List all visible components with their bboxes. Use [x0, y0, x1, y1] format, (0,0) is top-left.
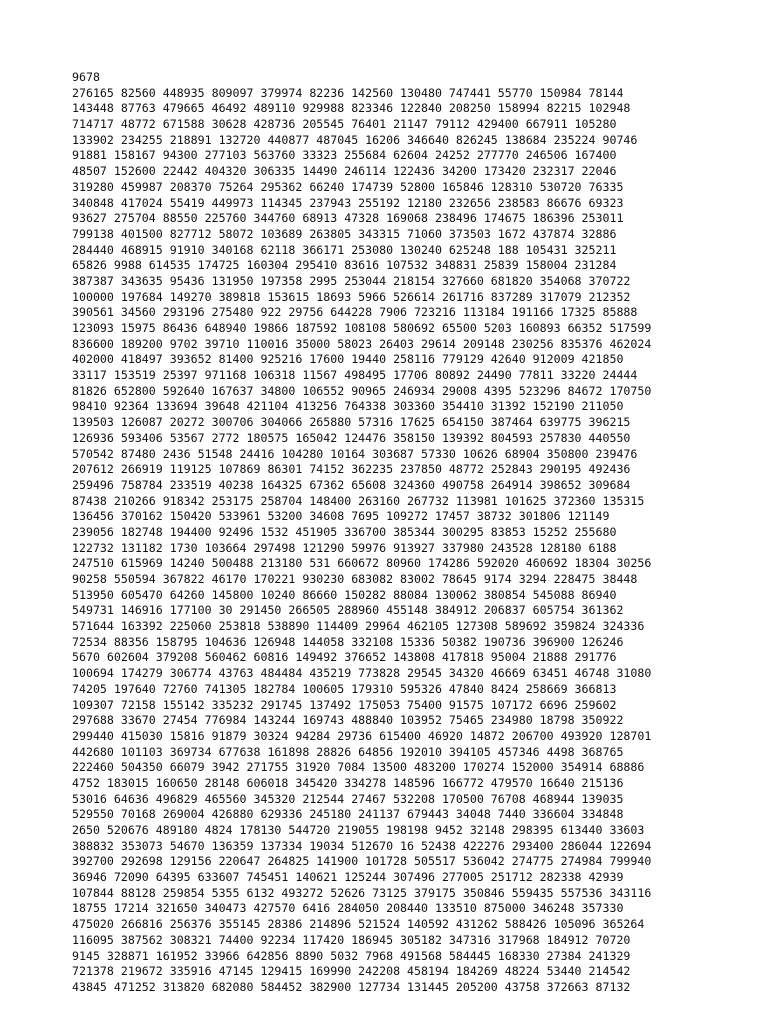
document-line: 276165 82560 448935 809097 379974 82236 142560 130480 747441 55770 150984 78144: [72, 85, 624, 100]
document-line: 100694 174279 306774 43763 484484 435219 773828 29545 34320 46669 63451 46748 31080: [72, 666, 652, 681]
document-line: 799138 401500 827712 58072 103689 263805 343315 71060 373503 1672 437874 32886: [72, 226, 617, 241]
document-line: 109307 72158 155142 335232 291745 137492 175053 75400 91575 107172 6696 259602: [72, 697, 617, 712]
document-line: 81826 652800 592640 167637 34800 106552 90965 246934 29008 4395 523296 84672 170750: [72, 383, 652, 398]
document-line: 529550 70168 269004 426880 629336 245180 241137 679443 34048 7440 336604 334848: [72, 807, 624, 822]
document-line: 442680 101103 369734 677638 161898 28826 64856 192010 394105 457346 4498 368765: [72, 744, 624, 759]
document-line: 48507 152600 22442 404320 306335 14490 246114 122436 34200 173420 232317 22046: [72, 164, 617, 179]
document-line: 721378 219672 335916 47145 129415 169990 242208 458194 184269 48224 53440 214542: [72, 964, 631, 979]
document-line: 100000 197684 149270 389818 153615 18693 5966 526614 261716 837289 317079 212352: [72, 289, 631, 304]
document-line: [72, 996, 762, 1012]
document-line: 714717 48772 671588 30628 428736 205545 76401 21147 79112 429400 667911 105280: [72, 117, 617, 132]
document-line: 836600 189200 9702 39710 110016 35000 58023 26403 29614 209148 230256 835376 462024: [72, 336, 652, 351]
document-line: 116095 387562 308321 74400 92234 117420 186945 305182 347316 317968 184912 70720: [72, 932, 631, 947]
document-line: 392700 292698 129156 220647 264825 141900 101728 505517 536042 274775 274984 799940: [72, 854, 652, 869]
document-line: 126936 593406 53567 2772 180575 165042 124476 358150 139392 804593 257830 440550: [72, 430, 631, 445]
document-line: 297688 33670 27454 776984 143244 169743 488840 103952 75465 234980 18798 350922: [72, 713, 624, 728]
document-line: 107844 88128 259854 5355 6132 493272 52626 73125 379175 350846 559435 557536 343116: [72, 885, 652, 900]
document-line: 93627 275704 88550 225760 344760 68913 47328 169068 238496 174675 186396 253011: [72, 211, 624, 226]
document-line: 87438 210266 918342 253175 258704 148400 263160 267732 113981 101625 372360 135315: [72, 493, 645, 508]
document-line: 402000 418497 393652 81400 925216 17600 19440 258116 779129 42640 912009 421850: [72, 352, 624, 367]
document-line: 207612 266919 119125 107869 86301 74152 362235 237850 48772 252843 290195 492436: [72, 462, 631, 477]
document-line: 74205 197640 72760 741305 182784 100605 179310 595326 47840 8424 258669 366813: [72, 681, 617, 696]
document-line: 475020 266816 256376 355145 28386 214896 521524 140592 431262 588426 105096 365264: [72, 917, 645, 932]
document-line: 571644 163392 225060 253818 538890 114409 29964 462105 127308 589692 359824 324336: [72, 619, 645, 634]
document-line: 319280 459987 208370 75264 295362 66240 174739 52800 165846 128310 530720 76335: [72, 179, 624, 194]
document-line: 91881 158167 94300 277103 563760 33323 255684 62604 24252 277770 246506 167400: [72, 148, 617, 163]
number-document: [72, 70, 762, 1011]
document-line: 388832 353073 54670 136359 137334 19034 512670 16 52438 422276 293400 286044 122694: [72, 838, 652, 853]
document-line: 4752 183015 160650 28148 606018 345420 334278 148596 166772 479570 16640 215136: [72, 775, 624, 790]
document-line-header: 9678: [72, 70, 100, 84]
document-line: 513950 605470 64260 145800 10240 86660 150282 88084 130062 380854 545088 86940: [72, 587, 617, 602]
document-line: 387387 343635 95436 131950 197358 2995 253044 218154 327660 681820 354068 370722: [72, 273, 631, 288]
document-line: 5670 602604 379208 560462 60816 149492 376652 143808 417818 95004 21888 291776: [72, 650, 617, 665]
document-line: 570542 87480 2436 51548 24416 104280 10164 303687 57330 10626 68904 350800 239476: [72, 446, 638, 461]
document-line: 136456 370162 150420 533961 53200 34608 7695 109272 17457 38732 301806 121149: [72, 509, 610, 524]
document-line: 65826 9988 614535 174725 160304 295410 83616 107532 348831 25839 158004 231284: [72, 258, 617, 273]
document-line: 259496 758784 233519 40238 164325 67362 65608 324360 490758 264914 398652 309684: [72, 477, 631, 492]
document-line: 36946 72090 64395 633607 745451 140621 125244 307496 277005 251712 282338 42939: [72, 870, 624, 885]
document-line: 139503 126087 20272 300706 304066 265880 57316 17625 654150 387464 639775 396215: [72, 415, 631, 430]
document-line: 133902 234255 218891 132720 440877 487045 16206 346640 826245 138684 235224 90746: [72, 132, 638, 147]
document-line: 2650 520676 489180 4824 178130 544720 219055 198198 9452 32148 298395 613440 33603: [72, 823, 645, 837]
document-line: 90258 550594 367822 46170 170221 930230 683082 83002 78645 9174 3294 228475 38448: [72, 572, 638, 586]
document-line: 43845 471252 313820 682080 584452 382900 127734 131445 205200 43758 372663 87132: [72, 979, 631, 994]
document-line: 53016 64636 496829 465560 345320 212544 27467 532208 170500 76708 468944 139035: [72, 791, 624, 806]
document-line: 9145 328871 161952 33966 642856 8890 5032 7968 491568 584445 168330 27384 241329: [72, 948, 631, 963]
document-line: 123093 15975 86436 648940 19866 187592 108108 580692 65500 5203 160893 66352 517599: [72, 321, 652, 335]
document-line: 239056 182748 194400 92496 1532 451905 336700 385344 300295 83853 15252 255680: [72, 524, 617, 539]
document-line: 222460 504350 66079 3942 271755 31920 7084 13500 483200 170274 152000 354914 68886: [72, 760, 645, 775]
document-line: 299440 415030 15816 91879 30324 94284 29736 615400 46920 14872 206700 493920 128701: [72, 728, 652, 743]
document-line: 33117 153519 25397 971168 106318 11567 498495 17706 80892 24490 77811 33220 24444: [72, 368, 638, 383]
document-line: 247510 615969 14240 500488 213180 531 660672 80960 174286 592020 460692 18304 30256: [72, 556, 652, 571]
document-line: 284440 468915 91910 340168 62118 366171 253080 130240 625248 188 105431 325211: [72, 242, 617, 257]
document-line: 72534 88356 158795 104636 126948 144058 332108 15336 50382 190736 396900 126246: [72, 634, 624, 649]
document-line: 143448 87763 479665 46492 489110 929988 823346 122840 208250 158994 82215 102948: [72, 101, 631, 116]
document-line: 98410 92364 133694 39648 421104 413256 764338 303360 354410 31392 152190 211050: [72, 399, 624, 414]
document-line: 340848 417024 55419 449973 114345 237943 255192 12180 232656 238583 86676 69323: [72, 195, 624, 210]
document-line: 549731 146916 177100 30 291450 266505 288960 455148 384912 206837 605754 361362: [72, 603, 624, 618]
document-line: 390561 34560 293196 275480 922 29756 644228 7906 723216 113184 191166 17325 85888: [72, 305, 638, 320]
document-line: 122732 131182 1730 103664 297498 121290 59976 913927 337980 243528 128180 6188: [72, 540, 617, 555]
document-line: 18755 17214 321650 340473 427570 6416 284050 208440 133510 875000 346248 357330: [72, 901, 624, 916]
